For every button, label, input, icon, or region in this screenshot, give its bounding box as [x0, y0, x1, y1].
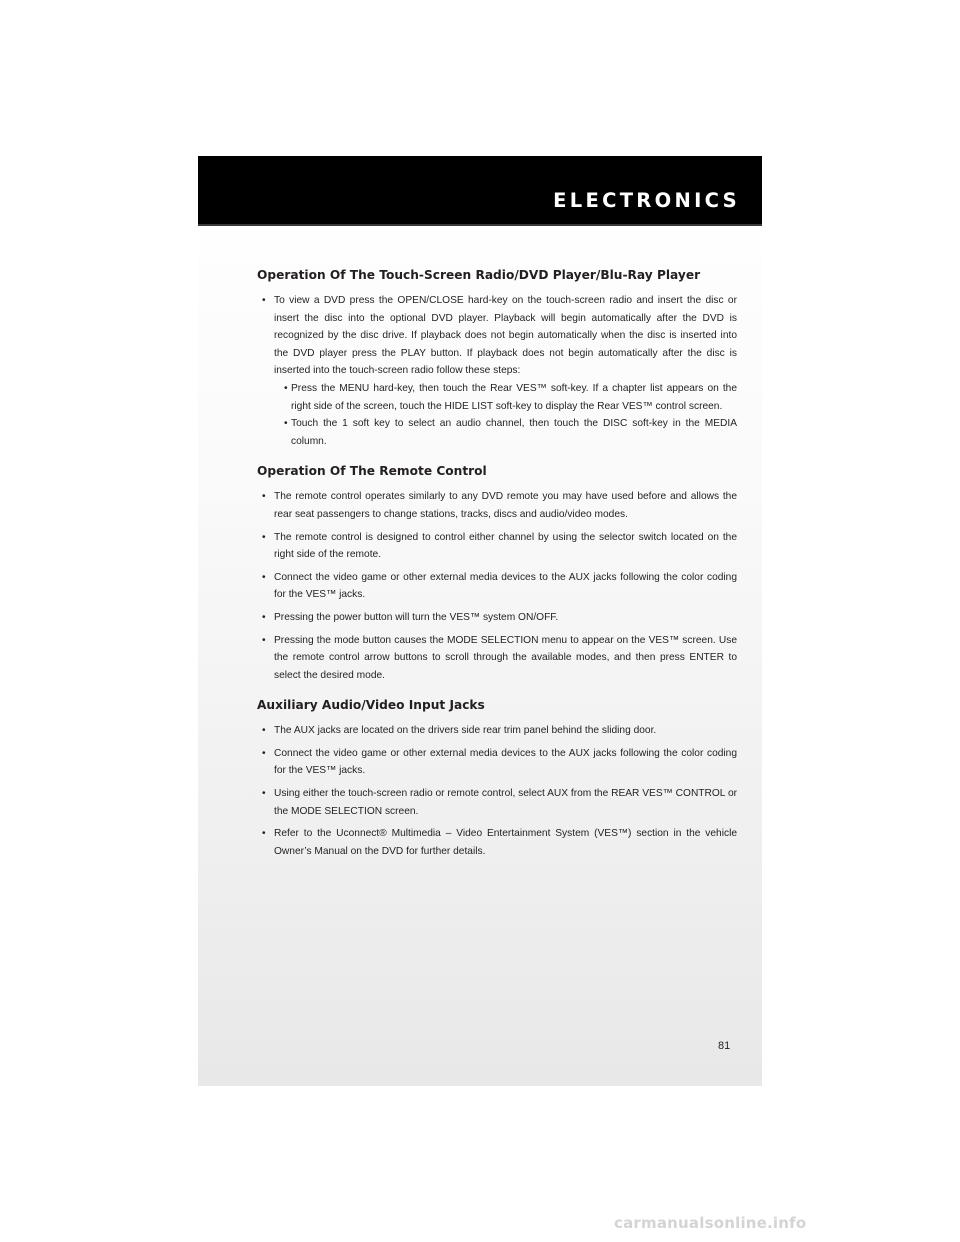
section-heading-dvd-operation: Operation Of The Touch-Screen Radio/DVD Player/Blu-Ray Player — [257, 268, 701, 282]
list-item: • The AUX jacks are located on the drivers side rear trim panel behind the sliding door. — [257, 722, 737, 740]
list-item: • The remote control is designed to control either channel by using the selector switch located on the right side of the remote. — [257, 529, 737, 564]
watermark-link[interactable]: carmanualsonline.info — [614, 1214, 807, 1232]
bullet-list-dvd-operation — [257, 292, 737, 450]
page-content — [257, 266, 737, 865]
bullet-list-remote-control — [257, 488, 737, 684]
section-heading-remote-control: Operation Of The Remote Control — [257, 464, 487, 479]
section-heading-aux-jacks: Auxiliary Audio/Video Input Jacks — [257, 698, 485, 713]
page-number: 81 — [718, 1040, 731, 1052]
list-item: • Refer to the Uconnect® Multimedia – Video Entertainment System (VES™) section in the vehicle Owner’s Manual on the DVD for further details. — [257, 825, 737, 860]
bullet-text: To view a DVD press the OPEN/CLOSE hard-key on the touch-screen radio and insert the disc or insert the disc into the optional DVD player. Playback will begin automatically after the DVD is recognized by the disc drive. If playback does not begin automatically when the disc is inserted into the DVD player press the PLAY button. If playback does not begin automatically after the disc is inserted into the touch-screen radio follow these steps: — [274, 295, 737, 377]
sub-list-item: • Press the MENU hard-key, then touch the Rear VES™ soft-key. If a chapter list appears on the right side of the screen, touch the HIDE LIST soft-key to display the Rear VES™ control screen. — [284, 380, 737, 415]
list-item: • Using either the touch-screen radio or remote control, select AUX from the REAR VES™ CONTROL or the MODE SELECTION screen. — [257, 785, 737, 820]
section-title: ELECTRONICS — [553, 189, 740, 212]
bullet-list-aux-jacks — [257, 722, 737, 860]
list-item: • The remote control operates similarly to any DVD remote you may have used before and allows the rear seat passengers to change stations, tracks, discs and audio/video modes. — [257, 488, 737, 523]
list-item: • Pressing the mode button causes the MODE SELECTION menu to appear on the VES™ screen. Use the remote control arrow buttons to scroll through the available modes, and then press ENTER to select the desired mode. — [257, 632, 737, 685]
sub-list-item: • Touch the 1 soft key to select an audio channel, then touch the DISC soft-key in the MEDIA column. — [284, 415, 737, 450]
list-item: • Connect the video game or other external media devices to the AUX jacks following the color coding for the VES™ jacks. — [257, 569, 737, 604]
header-bar — [198, 156, 762, 226]
list-item: • Pressing the power button will turn the VES™ system ON/OFF. — [257, 609, 737, 627]
list-item — [257, 292, 737, 450]
sub-bullet-list — [274, 380, 737, 450]
list-item: • Connect the video game or other external media devices to the AUX jacks following the color coding for the VES™ jacks. — [257, 745, 737, 780]
